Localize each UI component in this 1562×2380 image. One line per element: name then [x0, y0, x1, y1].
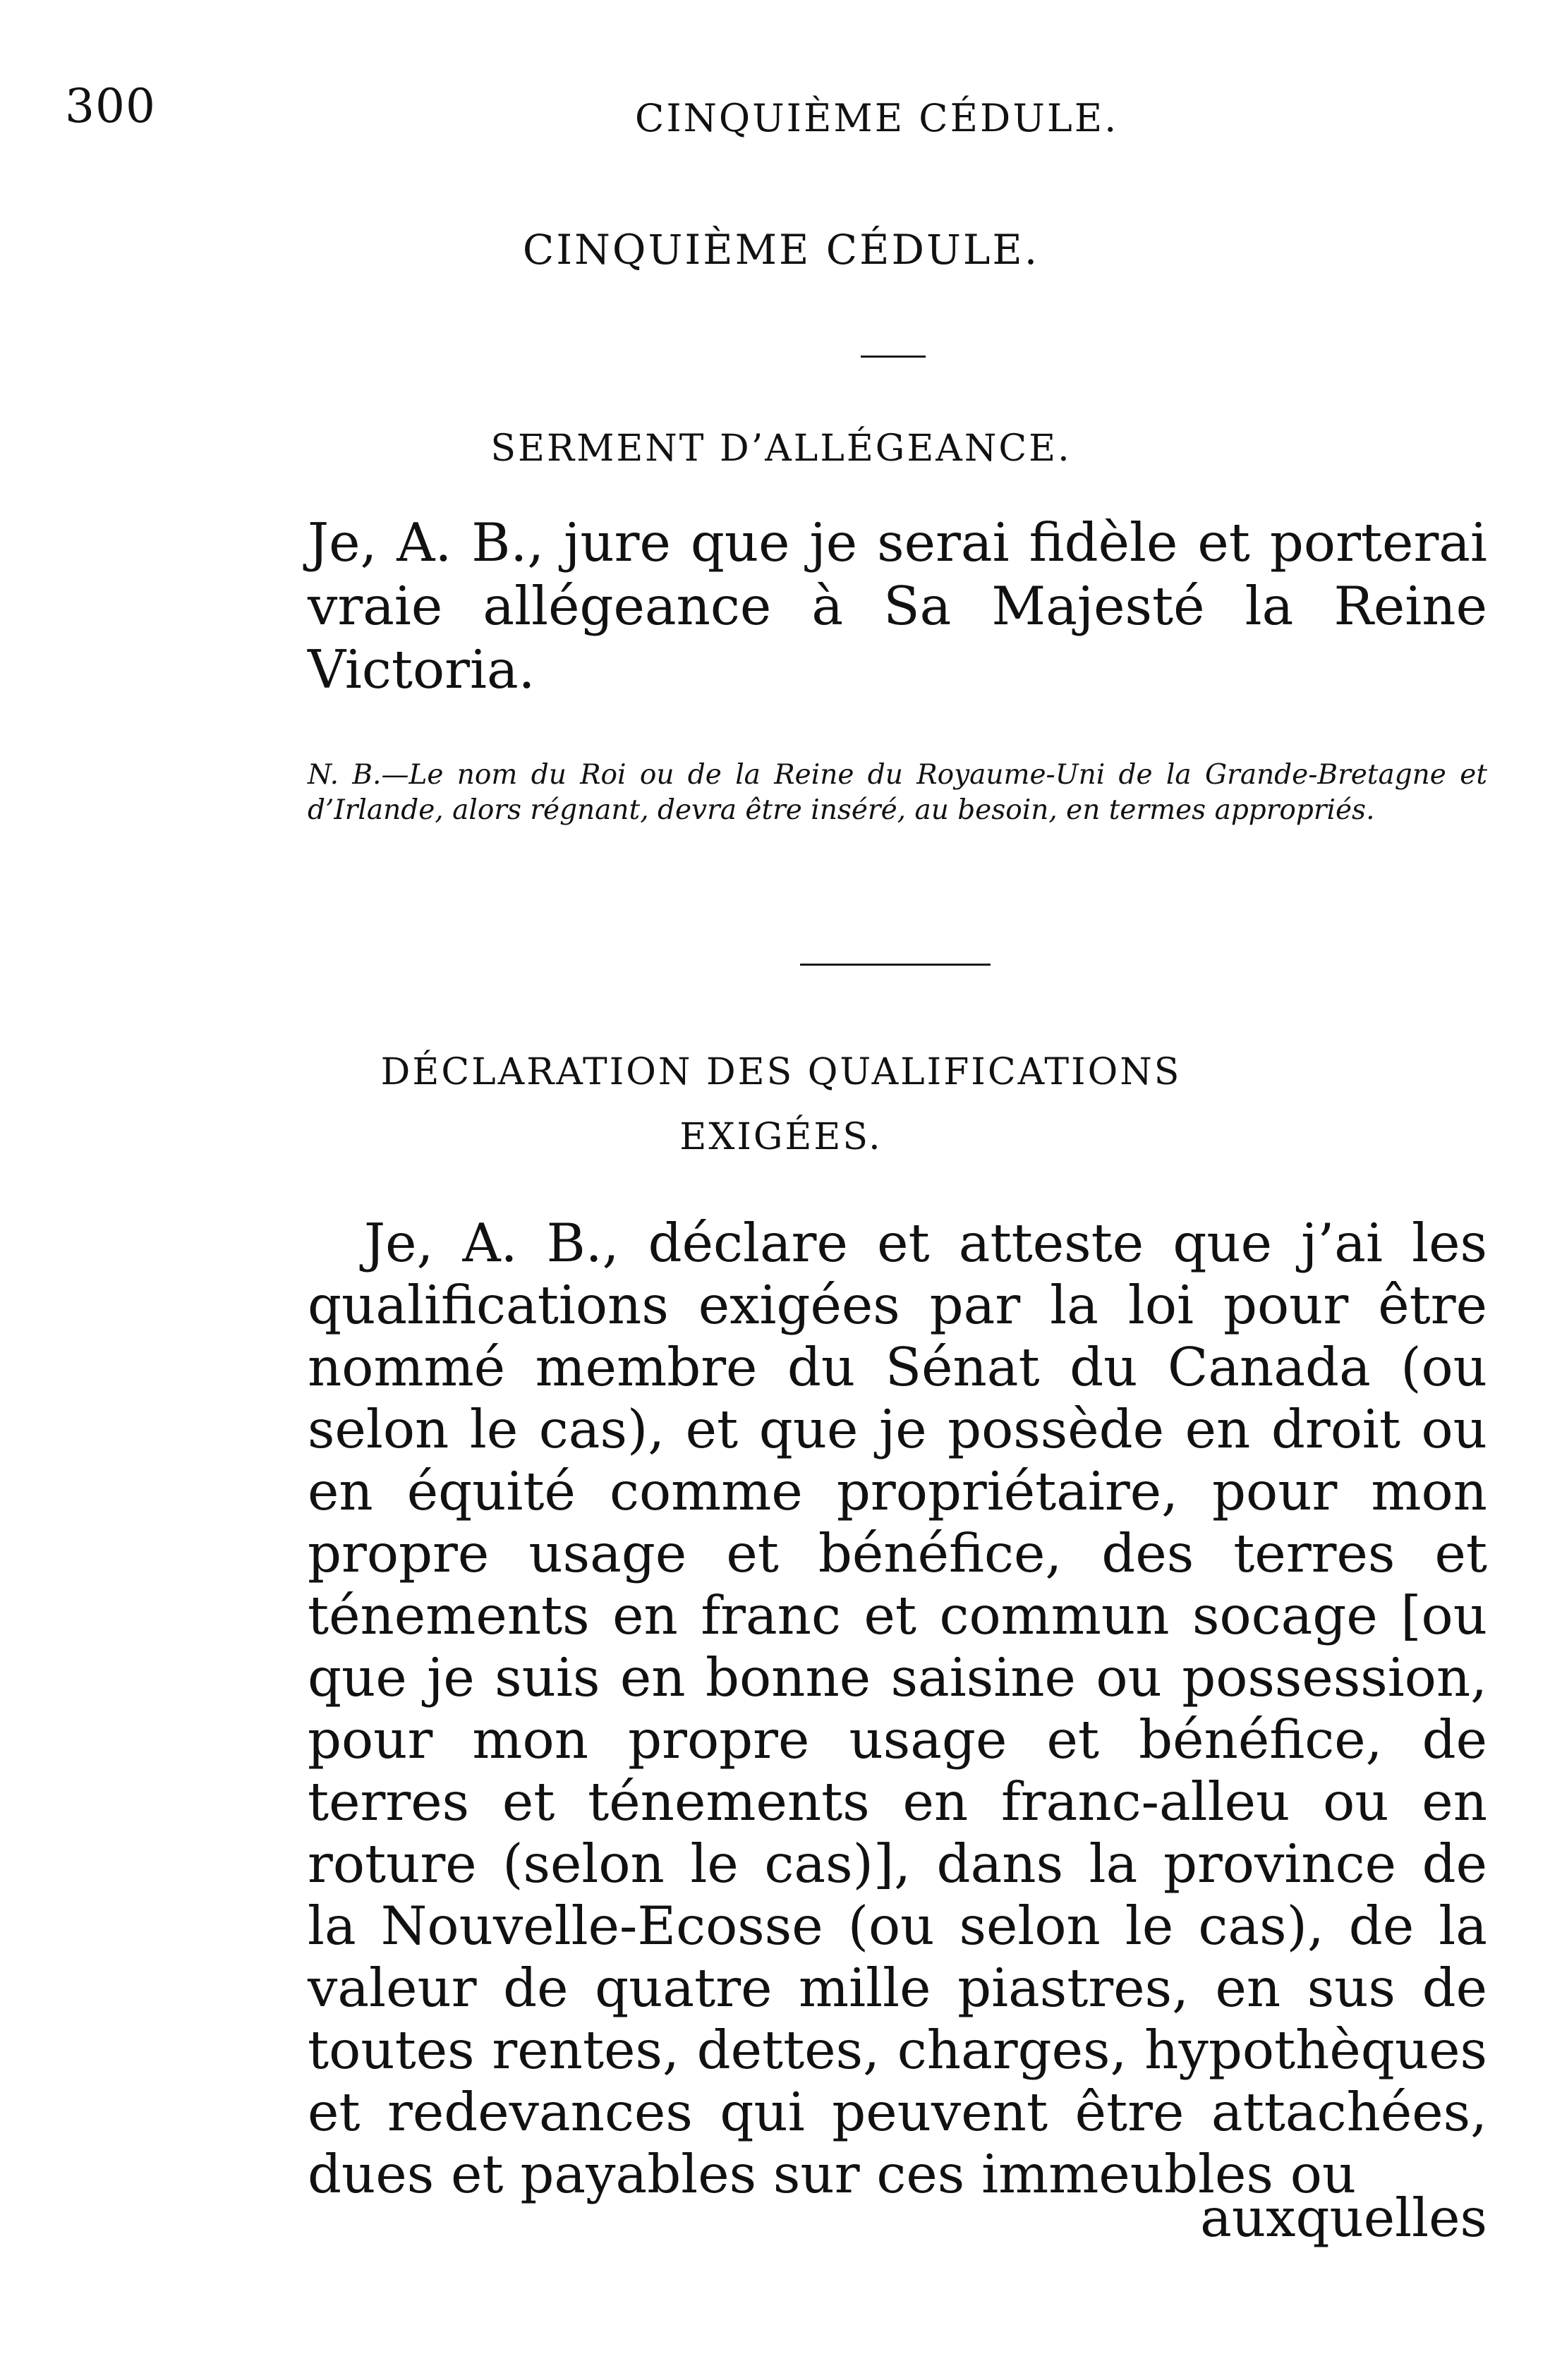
schedule-title: CINQUIÈME CÉDULE. [522, 226, 1040, 274]
running-head: CINQUIÈME CÉDULE. [635, 96, 1119, 140]
declaration-heading-line-1: DÉCLARATION DES QUALIFICATIONS [380, 1051, 1182, 1093]
continuation-word: auxquelles [1200, 2187, 1487, 2249]
oath-paragraph: Je, A. B., jure que je serai fidèle et porterai vraie allégeance à Sa Majesté la Reine Victoria. [308, 511, 1487, 700]
oath-heading: SERMENT D’ALLÉGEANCE. [490, 427, 1072, 470]
declaration-heading-line-2: EXIGÉES. [679, 1116, 883, 1158]
section-rule [800, 964, 991, 966]
note-paragraph: N. B.—Le nom du Roi ou de la Reine du Royaume-Uni de la Grande-Bretagne et d’Irlande, alors régnant, devra être inséré, au besoin, en termes appropriés. [308, 759, 1487, 826]
declaration-paragraph: Je, A. B., déclare et atteste que j’ai les qualifications exigées par la loi pour être nommé membre du Sénat du Canada (ou selon le cas), et que je possède en droit ou en équité comme propriétaire, pour mon propre usage et bénéfice, des terres et ténements en franc et commun socage [ou que je suis en bonne saisine ou possession, pour mon propre usage et bénéfice, de terres et ténements en franc-alleu ou en roture (selon le cas)], dans la province de la Nouvelle-Ecosse (ou selon le cas), de la valeur de quatre mille piastres, en sus de toutes rentes, dettes, charges, hypothèques et redevances qui peuvent être attachées, dues et payables sur ces immeubles ou [308, 1212, 1487, 2205]
page-number: 300 [65, 79, 156, 133]
section-rule [861, 356, 926, 358]
